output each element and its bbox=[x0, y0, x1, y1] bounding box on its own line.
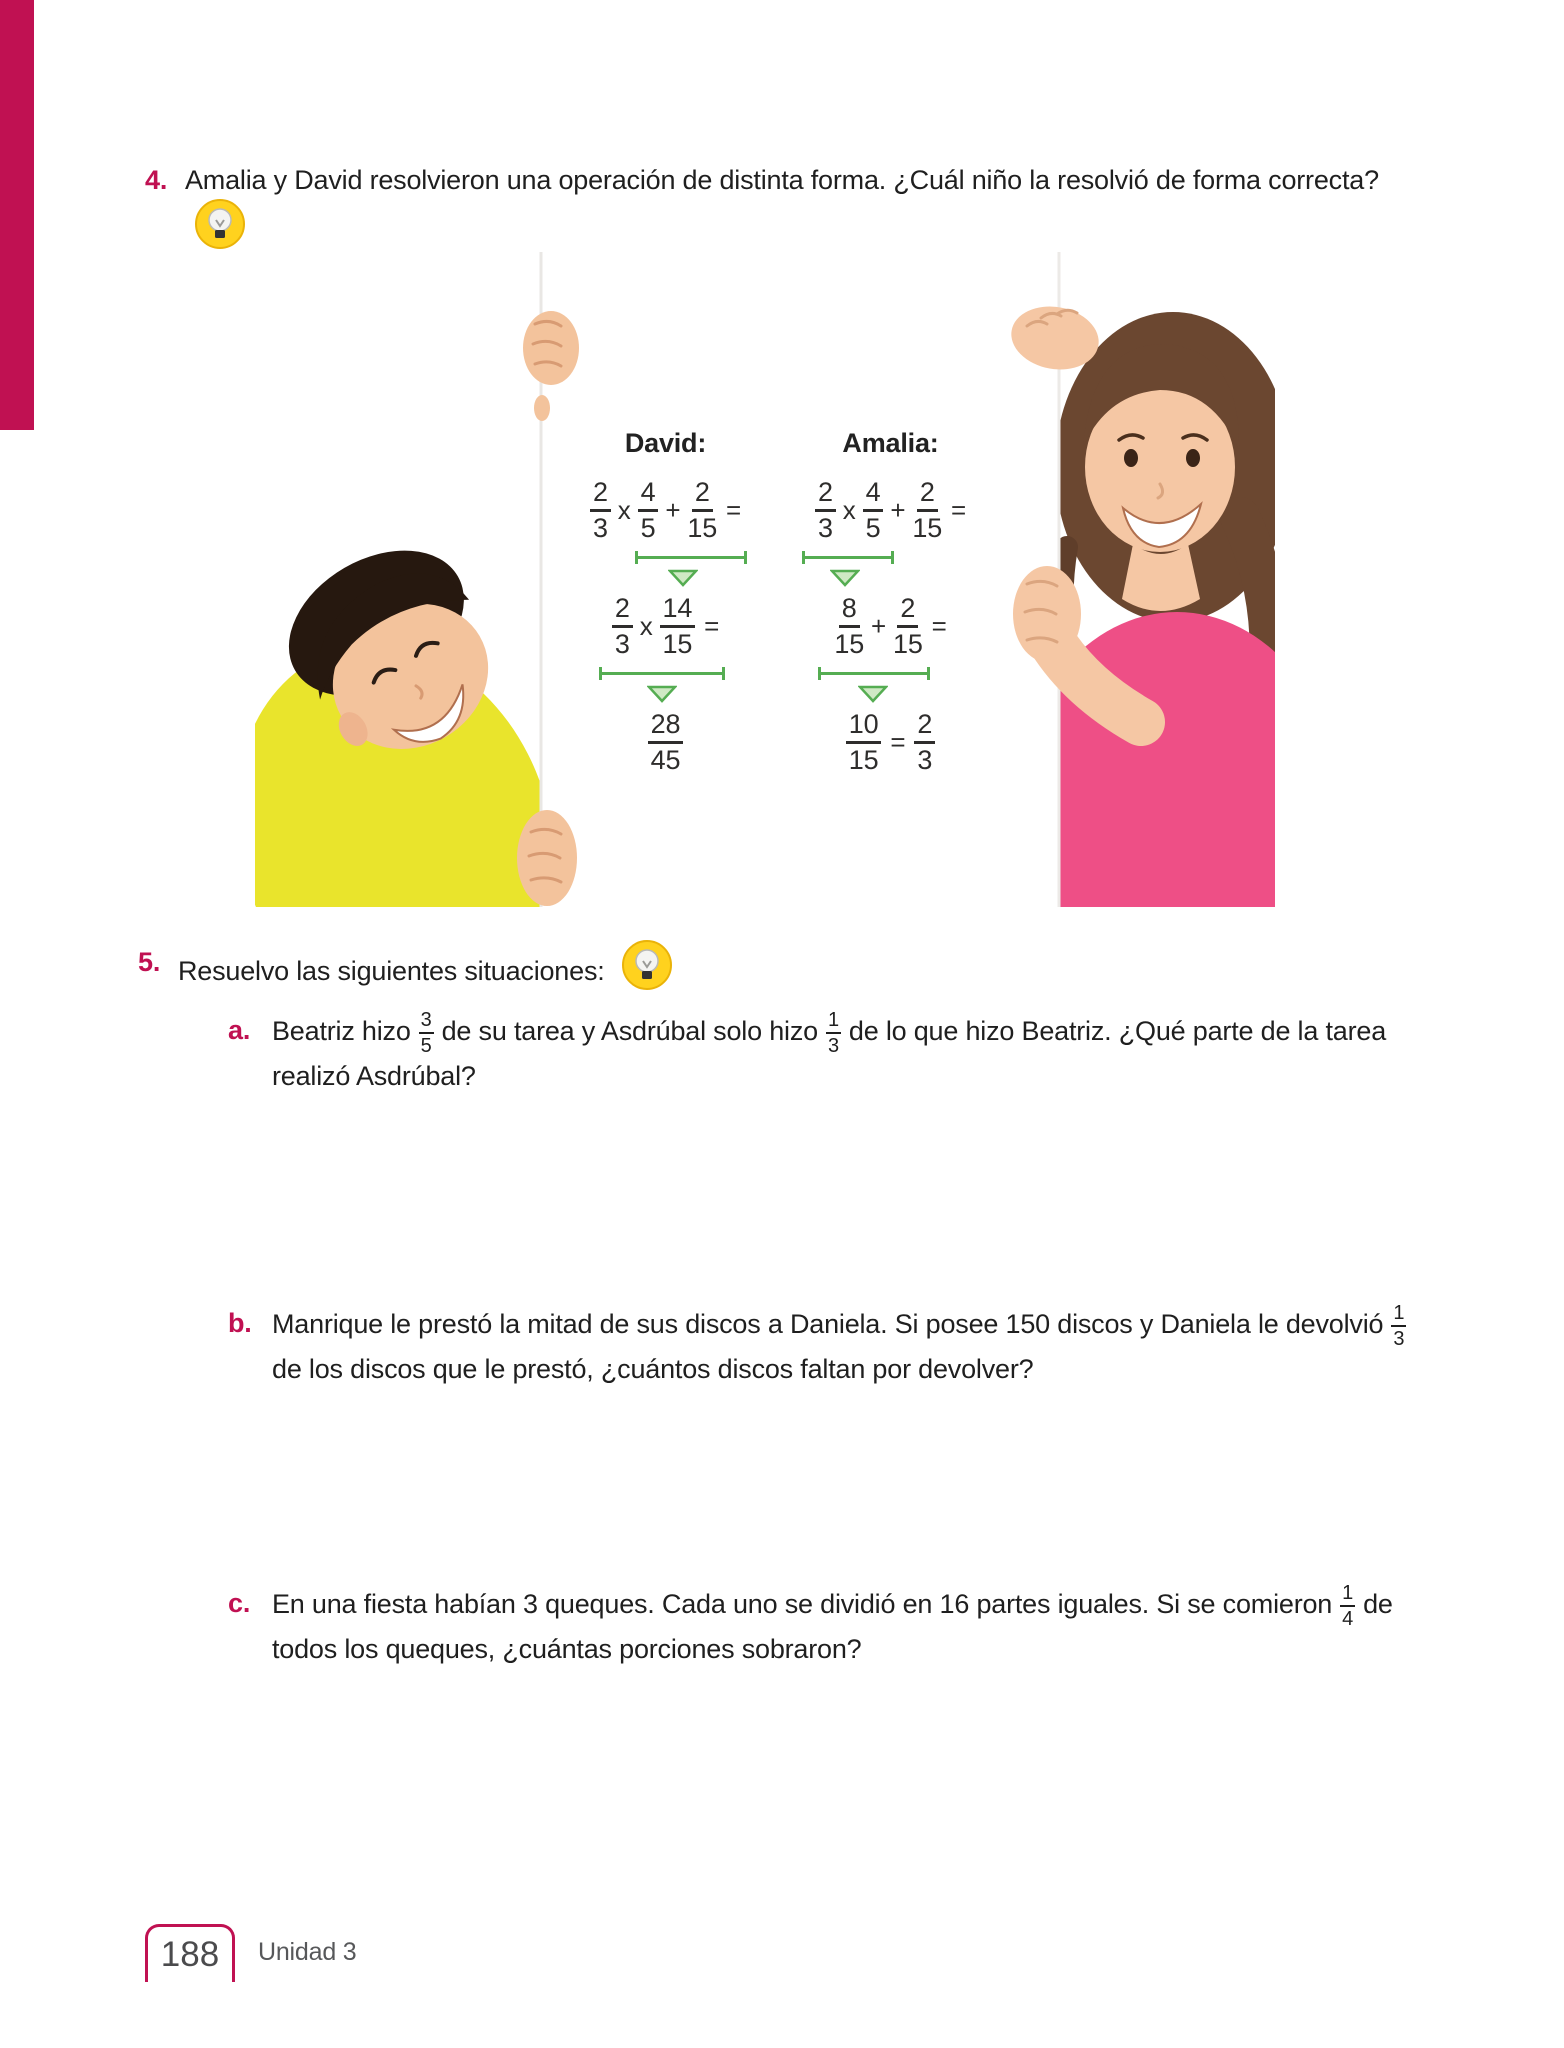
fraction: $\frac{3}{5}$ bbox=[420, 1009, 432, 1057]
item-c-seg2: de todos los queques, ¿cuántas porciones sobraron? bbox=[272, 1589, 1393, 1664]
david-row-1 bbox=[563, 479, 768, 542]
page-number: 188 bbox=[160, 1934, 220, 1974]
fraction: $\frac{2}{3}$ bbox=[914, 711, 935, 774]
fraction: 4 5 bbox=[638, 479, 659, 542]
item-c bbox=[228, 1583, 1428, 1671]
item-a-text bbox=[272, 1010, 1423, 1098]
fraction: $\frac{1}{3}$ bbox=[1393, 1302, 1405, 1350]
david-row-2 bbox=[563, 595, 768, 658]
fraction: 2 3 bbox=[612, 595, 633, 658]
exercise-4-text: Amalia y David resolvieron una operación de distinta forma. ¿Cuál niño la resolvió de forma correcta? bbox=[185, 165, 1379, 195]
item-a bbox=[228, 1010, 1423, 1098]
unit-label: Unidad 3 bbox=[258, 1938, 357, 1966]
equals-sign: = bbox=[726, 495, 742, 525]
item-c-text bbox=[272, 1583, 1428, 1671]
amalia-title: Amalia: bbox=[842, 428, 939, 458]
item-c-seg1: En una fiesta habían 3 queques. Cada uno se dividió en 16 partes iguales. Si se comieron bbox=[272, 1589, 1333, 1620]
page-number-box bbox=[145, 1924, 235, 1982]
plus-sign: + bbox=[871, 611, 886, 641]
fraction: $\frac{1}{4}$ bbox=[1342, 1582, 1354, 1630]
fraction: $\frac{2}{15}$ bbox=[687, 477, 718, 543]
green-bracket bbox=[802, 551, 894, 564]
green-bracket bbox=[635, 551, 747, 564]
item-b-seg1: Manrique le prestó la mitad de sus discos a Daniela. Si posee 150 discos y Daniela le devolvió bbox=[272, 1309, 1384, 1340]
david-title: David: bbox=[624, 428, 707, 458]
multiply-sign: x bbox=[842, 495, 856, 525]
arrow-down-icon bbox=[647, 685, 677, 703]
lightbulb-icon bbox=[195, 199, 245, 261]
arrow-down-icon bbox=[858, 685, 888, 703]
arrow-down-icon bbox=[830, 569, 860, 587]
multiply-sign: x bbox=[617, 495, 631, 525]
fraction: 4 5 bbox=[863, 479, 884, 542]
exercise-4-text-block bbox=[185, 160, 1420, 262]
fraction: 2 3 bbox=[815, 479, 836, 542]
equals-sign: = bbox=[704, 611, 720, 641]
amalia-result bbox=[788, 711, 993, 774]
item-a-seg1: Beatriz hizo bbox=[272, 1016, 411, 1047]
item-b-text bbox=[272, 1303, 1428, 1391]
equals-sign: = bbox=[890, 727, 906, 757]
fraction: $\frac{10}{15}$ bbox=[846, 711, 882, 774]
item-b-seg2: de los discos que le prestó, ¿cuántos discos faltan por devolver? bbox=[272, 1354, 1034, 1384]
fraction: 8 15 bbox=[834, 593, 865, 659]
equals-sign: = bbox=[931, 611, 947, 641]
green-bracket bbox=[818, 667, 930, 680]
equals-sign: = bbox=[951, 495, 967, 525]
item-a-seg3: de lo que hizo Beatriz. ¿Qué parte de la tarea realizó Asdrúbal? bbox=[272, 1016, 1387, 1091]
exercise-4-number: 4. bbox=[145, 165, 168, 195]
plus-sign: + bbox=[890, 495, 906, 525]
arrow-down-icon bbox=[668, 569, 698, 587]
fraction: 2 3 bbox=[590, 479, 611, 542]
fraction: $\frac{2}{15}$ bbox=[893, 593, 923, 659]
fraction: 28 45 bbox=[648, 711, 684, 774]
fraction: $\frac{1}{3}$ bbox=[827, 1009, 839, 1057]
amalia-row-1 bbox=[788, 479, 993, 542]
amalia-row-2 bbox=[788, 595, 993, 658]
item-a-label: a. bbox=[228, 1015, 251, 1045]
exercise-5-number: 5. bbox=[138, 947, 161, 977]
item-b-label: b. bbox=[228, 1308, 252, 1338]
lightbulb-icon bbox=[622, 940, 672, 1002]
exercise-4 bbox=[145, 160, 1420, 262]
unit-color-tab bbox=[0, 0, 34, 430]
david-result bbox=[563, 711, 768, 774]
exercise-5-title: Resuelvo las siguientes situaciones: bbox=[178, 955, 605, 986]
green-bracket bbox=[599, 667, 725, 680]
multiply-sign: x bbox=[639, 611, 653, 641]
item-b bbox=[228, 1303, 1428, 1391]
fraction: $\frac{14}{15}$ bbox=[660, 595, 696, 658]
fraction: $\frac{2}{15}$ bbox=[912, 477, 943, 543]
david-work bbox=[563, 428, 768, 774]
amalia-work bbox=[788, 428, 993, 774]
exercise-5 bbox=[138, 942, 1428, 1004]
item-c-label: c. bbox=[228, 1588, 251, 1618]
plus-sign: + bbox=[665, 495, 681, 525]
item-a-seg2: de su tarea y Asdrúbal solo hizo bbox=[441, 1016, 818, 1047]
exercise-5-title-block bbox=[178, 942, 1428, 1004]
